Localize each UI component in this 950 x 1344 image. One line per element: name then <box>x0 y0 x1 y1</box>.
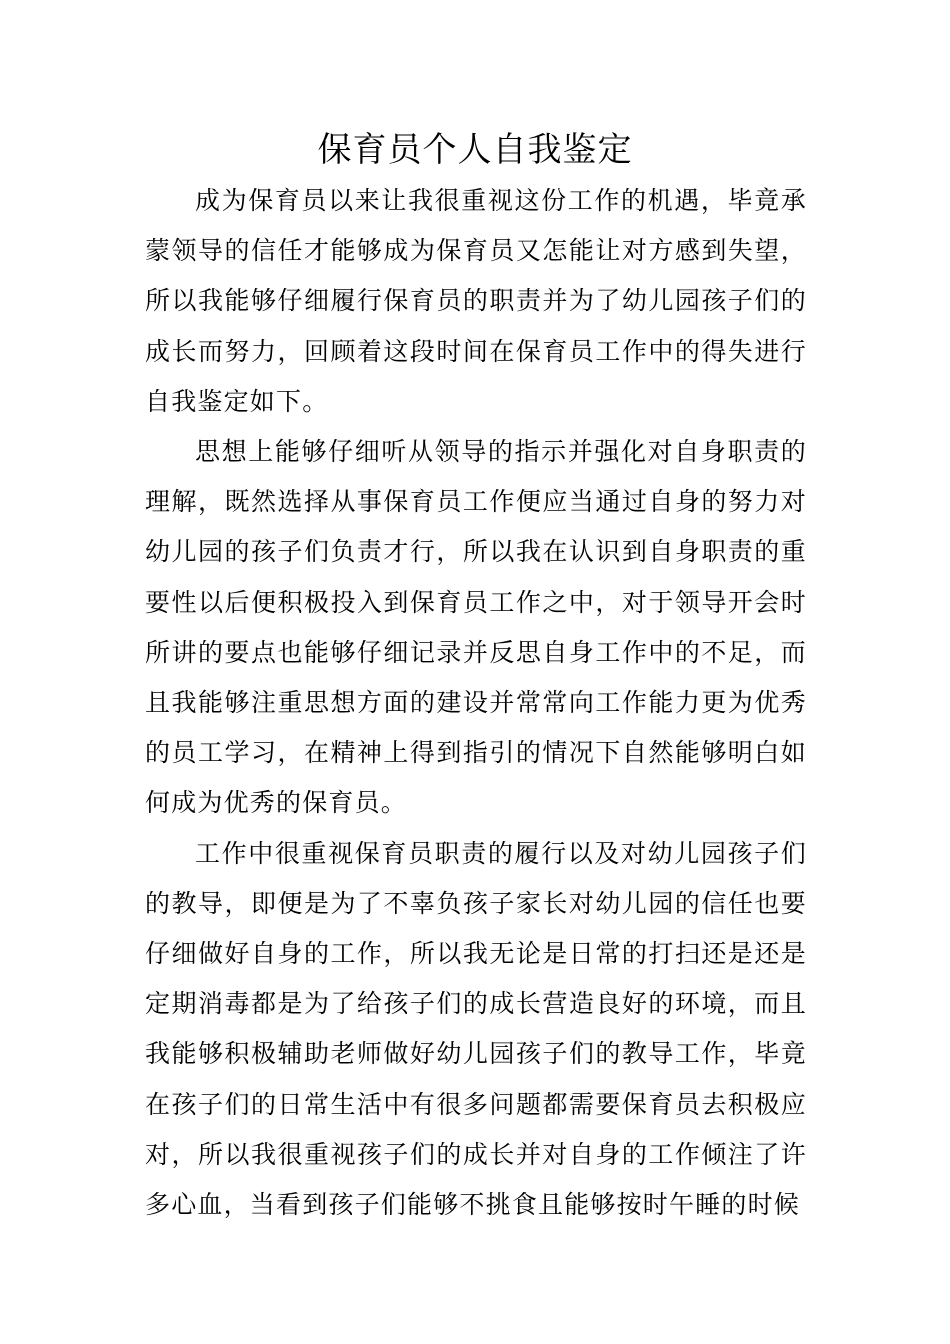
document-title: 保育员个人自我鉴定 <box>317 130 633 170</box>
paragraph-2: 思想上能够仔细听从领导的指示并强化对自身职责的理解，既然选择从事保育员工作便应当通过自身的努力对幼儿园的孩子们负责才行，所以我在认识到自身职责的重要性以后便积极投入到保育员工作之中，对于领导开会时所讲的要点也能够仔细记录并反思自身工作中的不足，而且我能够注重思想方面的建设并常常向工作能力更为优秀的员工学习，在精神上得到指引的情况下自然能够明白如何成为优秀的保育员。 <box>145 437 807 818</box>
paragraph-1: 成为保育员以来让我很重视这份工作的机遇，毕竟承蒙领导的信任才能够成为保育员又怎能让对方感到失望，所以我能够仔细履行保育员的职责并为了幼儿园孩子们的成长而努力，回顾着这段时间在保育员工作中的得失进行自我鉴定如下。 <box>145 186 807 416</box>
document-body <box>145 176 807 1230</box>
paragraph-3: 工作中很重视保育员职责的履行以及对幼儿园孩子们的教导，即便是为了不辜负孩子家长对幼儿园的信任也要仔细做好自身的工作，所以我无论是日常的打扫还是还是定期消毒都是为了给孩子们的成长营造良好的环境，而且我能够积极辅助老师做好幼儿园孩子们的教导工作，毕竟在孩子们的日常生活中有很多问题都需要保育员去积极应对，所以我很重视孩子们的成长并对自身的工作倾注了许多心血，当看到孩子们能够不挑食且能够按时午睡的时候 <box>145 838 807 1220</box>
